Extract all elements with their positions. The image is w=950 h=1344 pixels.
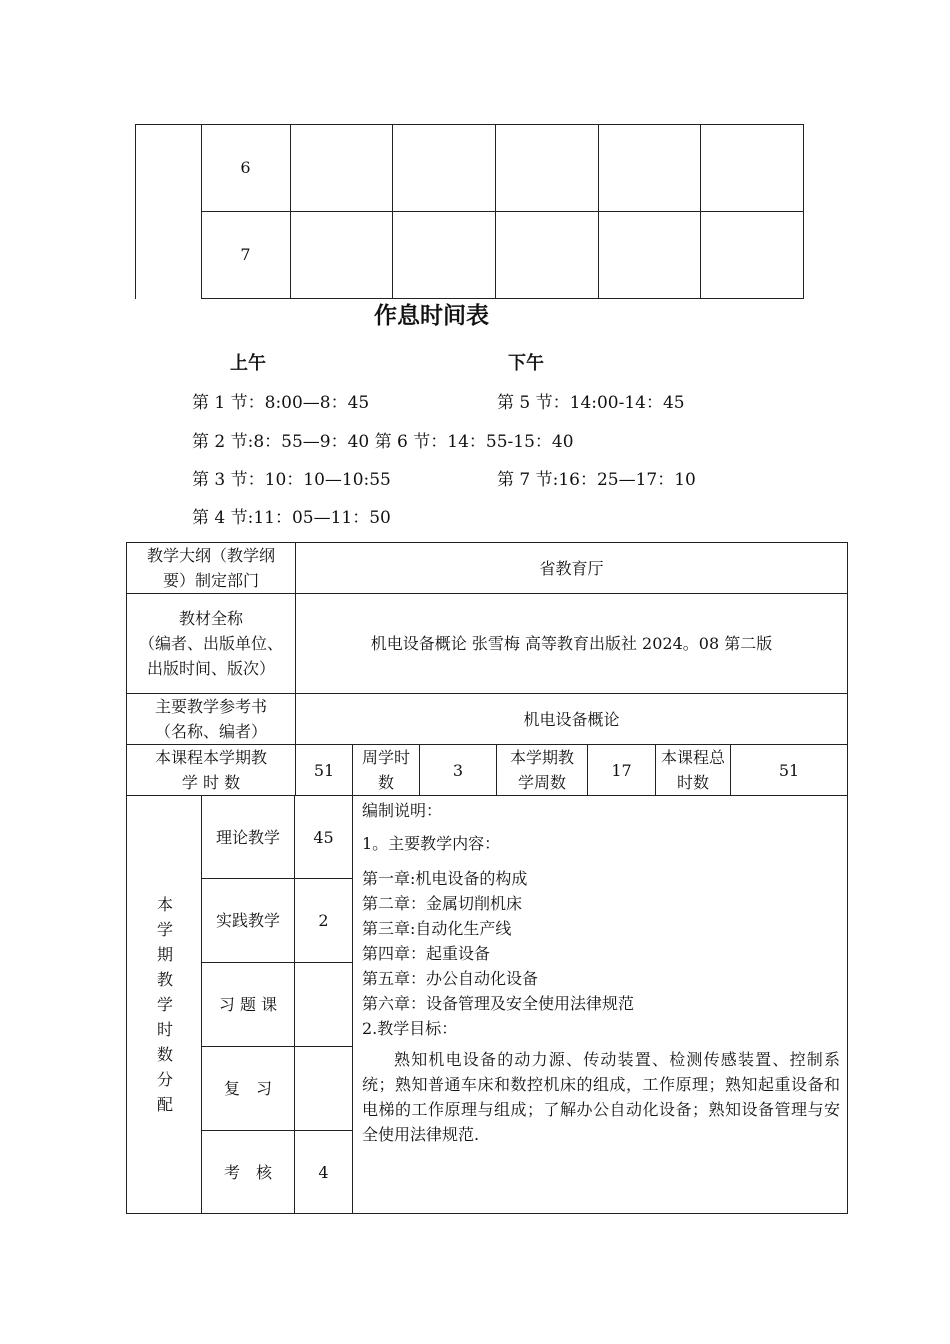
chapter-item: 第四章：起重设备 (362, 944, 491, 963)
chapter-item: 第一章:机电设备的构成 (362, 869, 528, 888)
dist-label-practice: 实践教学 (215, 911, 280, 930)
goal-heading: 2.教学目标： (362, 1019, 458, 1038)
dist-value-review (295, 1047, 352, 1130)
weekly-hours-value: 3 (452, 760, 464, 780)
weekly-hours-label: 周学时数 (361, 748, 410, 792)
chapter-item: 第六章：设备管理及安全使用法律规范 (362, 994, 635, 1013)
total-hours-label: 本课程总时数 (660, 748, 725, 792)
schedule-line-1-right: 第 5 节：14:00-14：45 (497, 393, 685, 413)
goal-text: 熟知机电设备的动力源、传动装置、检测传感装置、控制系统；熟知普通车床和数控机床的组成，工作原理；熟知起重设备和电梯的工作原理与组成；了解办公自动化设备；熟知设备管理与安全使用法律规范. (362, 1050, 840, 1144)
weeks-label: 本学期教学周数 (509, 748, 574, 792)
period-cell-7: 7 (240, 245, 251, 264)
notes-panel (362, 798, 840, 1147)
reference-value: 机电设备概论 (523, 709, 620, 729)
weeks-value: 17 (611, 760, 632, 780)
period-cell-6: 6 (240, 158, 251, 177)
morning-label: 上午 (230, 353, 266, 374)
dist-value-theory: 45 (313, 827, 334, 847)
dist-label-review: 复 习 (223, 1079, 272, 1098)
dept-value: 省教育厅 (539, 558, 604, 578)
schedule-line-3-left: 第 3 节：10：10—10:55 (192, 470, 391, 490)
afternoon-label: 下午 (508, 353, 544, 374)
semester-hours-label: 本课程本学期教 学 时 数 (154, 748, 267, 792)
schedule-line-4: 第 4 节:11：05—11：50 (192, 508, 391, 528)
chapter-item: 第三章:自动化生产线 (362, 919, 512, 938)
dist-label-exam: 考 核 (223, 1162, 272, 1182)
schedule-line-2: 第 2 节:8：55—9：40 第 6 节：14：55-15：40 (192, 432, 574, 452)
distribution-label: 本学期教学时数分配 (156, 895, 173, 1114)
dept-label: 教学大纲（教学纲要）制定部门 (146, 546, 275, 590)
textbook-label (136, 594, 286, 693)
notes-content-heading: 1。主要教学内容： (362, 834, 501, 853)
reference-label: 主要教学参考书（名称、编者） (154, 697, 267, 741)
chapter-item: 第二章：金属切削机床 (362, 894, 523, 913)
dist-label-exercise: 习 题 课 (218, 995, 278, 1014)
textbook-value: 机电设备概论 张雪梅 高等教育出版社 2024。08 第二版 (370, 634, 773, 653)
total-hours-value: 51 (778, 760, 800, 780)
textbook-label-title: 教材全称 (178, 609, 243, 628)
chapter-item: 第五章：办公自动化设备 (362, 969, 539, 988)
notes-heading: 编制说明： (362, 801, 443, 820)
schedule-line-1-left: 第 1 节：8:00—8：45 (192, 393, 370, 413)
textbook-label-detail: （编者、出版单位、出版时间、版次） (138, 634, 283, 678)
dist-value-practice: 2 (318, 911, 329, 930)
dist-value-exam: 4 (318, 1162, 329, 1182)
semester-hours-value: 51 (313, 760, 335, 780)
schedule-line-3-right: 第 7 节:16：25—17：10 (497, 470, 696, 490)
schedule-title: 作息时间表 (374, 303, 489, 329)
chapter-list (362, 866, 840, 1016)
dist-label-theory: 理论教学 (215, 827, 280, 847)
dist-value-exercise (295, 963, 352, 1046)
